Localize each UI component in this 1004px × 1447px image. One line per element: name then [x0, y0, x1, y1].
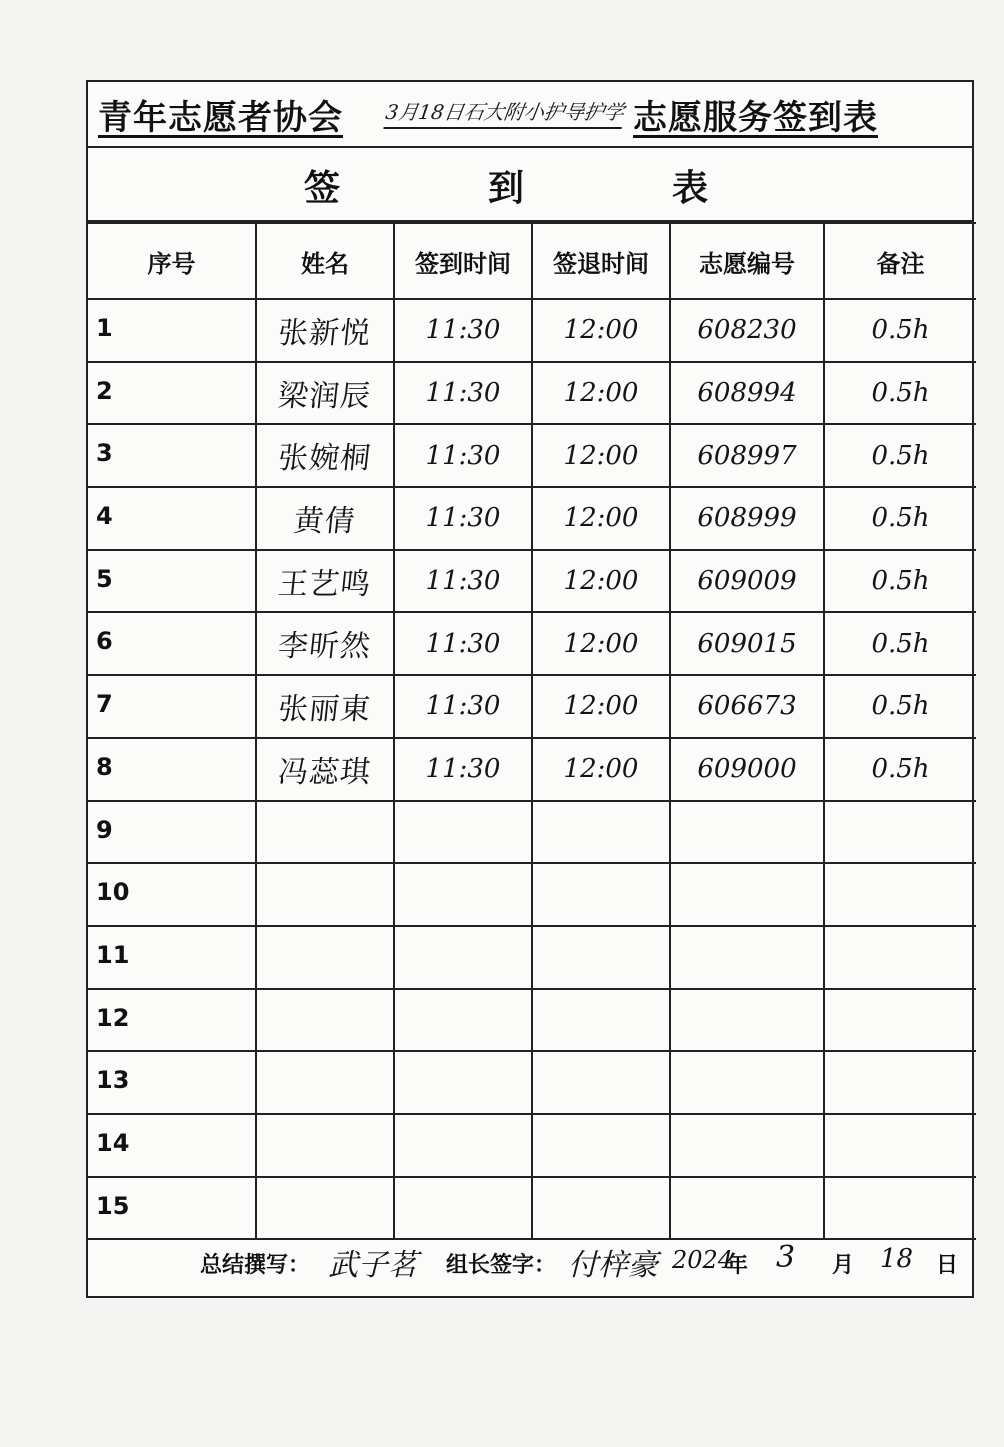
footer-row: [88, 1230, 972, 1296]
table-row: [88, 299, 976, 362]
row-sign-out: 12:00: [532, 738, 670, 801]
row-note: 0.5h: [824, 612, 976, 675]
row-volunteer-id: 606673: [670, 675, 824, 738]
row-index: 15: [88, 1177, 256, 1240]
table-row: [88, 989, 976, 1052]
day-value: 18: [880, 1244, 914, 1274]
row-note: 0.5h: [824, 550, 976, 613]
table-row: [88, 424, 976, 487]
row-volunteer-id: 609000: [670, 738, 824, 801]
row-sign-in: 11:30: [394, 424, 532, 487]
title-row: [88, 82, 972, 148]
row-name: 张丽東: [253, 675, 398, 738]
row-sign-in: 11:30: [394, 738, 532, 801]
column-header-note: 备注: [824, 223, 976, 299]
row-name: 梁润辰: [253, 362, 398, 425]
row-name: 张新悦: [253, 299, 398, 362]
row-sign-in: [394, 801, 532, 864]
leader-signature: 付梓豪: [568, 1248, 658, 1283]
row-sign-out: 12:00: [532, 299, 670, 362]
row-sign-in: 11:30: [394, 362, 532, 425]
row-index: 14: [88, 1114, 256, 1177]
row-sign-in: [394, 1114, 532, 1177]
column-header-volunteer-id: 志愿编号: [670, 223, 824, 299]
row-note: 0.5h: [824, 738, 976, 801]
table-row: [88, 738, 976, 801]
row-name: [253, 801, 398, 864]
row-volunteer-id: 608230: [670, 299, 824, 362]
leader-label: 组长签字：: [446, 1253, 557, 1278]
table-row: [88, 801, 976, 864]
attendance-table: [88, 222, 976, 1240]
row-name: [253, 989, 398, 1052]
row-name: [253, 1051, 398, 1114]
row-index: 6: [88, 612, 256, 675]
row-name: 张婉桐: [253, 424, 398, 487]
table-row: [88, 675, 976, 738]
row-index: 5: [88, 550, 256, 613]
row-name: 李昕然: [253, 612, 398, 675]
table-row: [88, 926, 976, 989]
column-header-sign-out: 签退时间: [532, 223, 670, 299]
row-sign-out: 12:00: [532, 487, 670, 550]
row-note: [824, 1051, 976, 1114]
row-sign-in: 11:30: [394, 487, 532, 550]
row-sign-out: 12:00: [532, 612, 670, 675]
table-row: [88, 612, 976, 675]
row-sign-out: [532, 801, 670, 864]
sign-in-sheet: [86, 80, 974, 1298]
row-volunteer-id: 608997: [670, 424, 824, 487]
row-volunteer-id: [670, 989, 824, 1052]
row-volunteer-id: 609009: [670, 550, 824, 613]
row-sign-out: [532, 926, 670, 989]
row-sign-in: 11:30: [394, 550, 532, 613]
row-note: 0.5h: [824, 299, 976, 362]
table-row: [88, 1051, 976, 1114]
row-sign-in: 11:30: [394, 299, 532, 362]
row-index: 7: [88, 675, 256, 738]
row-sign-in: [394, 989, 532, 1052]
column-header-index: 序号: [88, 223, 256, 299]
row-volunteer-id: [670, 926, 824, 989]
table-row: [88, 550, 976, 613]
row-note: 0.5h: [824, 487, 976, 550]
day-label: 日: [936, 1253, 959, 1278]
column-header-sign-in: 签到时间: [394, 223, 532, 299]
row-volunteer-id: [670, 863, 824, 926]
table-row: [88, 362, 976, 425]
row-sign-out: 12:00: [532, 362, 670, 425]
row-index: 2: [88, 362, 256, 425]
row-name: 黄倩: [253, 487, 398, 550]
row-index: 11: [88, 926, 256, 989]
title-activity-handwritten: 3月18日石大附小护导护学: [384, 100, 626, 124]
row-index: 10: [88, 863, 256, 926]
row-index: 8: [88, 738, 256, 801]
row-index: 9: [88, 801, 256, 864]
month-value: 3: [776, 1240, 796, 1275]
row-volunteer-id: [670, 1051, 824, 1114]
row-sign-out: [532, 1051, 670, 1114]
row-sign-out: 12:00: [532, 675, 670, 738]
row-note: 0.5h: [824, 424, 976, 487]
row-sign-out: [532, 863, 670, 926]
table-row: [88, 1114, 976, 1177]
summary-label: 总结撰写：: [200, 1253, 311, 1278]
month-label: 月: [832, 1253, 855, 1278]
row-index: 3: [88, 424, 256, 487]
row-volunteer-id: 608994: [670, 362, 824, 425]
row-sign-out: [532, 989, 670, 1052]
row-name: [253, 863, 398, 926]
heading-char: 签: [304, 168, 341, 209]
year-label: 年: [726, 1253, 749, 1278]
row-note: [824, 1114, 976, 1177]
row-note: [824, 989, 976, 1052]
table-row: [88, 863, 976, 926]
row-volunteer-id: 608999: [670, 487, 824, 550]
heading-char: 表: [672, 168, 709, 209]
row-index: 4: [88, 487, 256, 550]
row-note: [824, 801, 976, 864]
summary-writer-signature: 武子茗: [328, 1248, 418, 1283]
row-index: 1: [88, 299, 256, 362]
row-index: 13: [88, 1051, 256, 1114]
row-note: 0.5h: [824, 675, 976, 738]
row-volunteer-id: [670, 1114, 824, 1177]
row-name: 冯蕊琪: [253, 738, 398, 801]
row-note: 0.5h: [824, 362, 976, 425]
row-note: [824, 926, 976, 989]
row-sign-in: [394, 926, 532, 989]
row-sign-in: 11:30: [394, 675, 532, 738]
row-volunteer-id: [670, 801, 824, 864]
year-value: 2024: [672, 1246, 734, 1274]
title-suffix: 志愿服务签到表: [633, 98, 878, 138]
row-sign-out: 12:00: [532, 550, 670, 613]
row-name: [253, 1114, 398, 1177]
table-row: [88, 487, 976, 550]
column-header-name: 姓名: [256, 223, 394, 299]
row-name: [253, 926, 398, 989]
heading-row: [88, 148, 972, 222]
row-index: 12: [88, 989, 256, 1052]
row-volunteer-id: 609015: [670, 612, 824, 675]
title-prefix: 青年志愿者协会: [98, 98, 343, 138]
row-sign-in: [394, 863, 532, 926]
row-sign-out: [532, 1114, 670, 1177]
row-sign-in: 11:30: [394, 612, 532, 675]
row-note: [824, 863, 976, 926]
table-header-row: [88, 223, 976, 299]
heading-char: 到: [488, 168, 525, 209]
row-sign-in: [394, 1051, 532, 1114]
row-name: 王艺鸣: [253, 550, 398, 613]
row-sign-out: 12:00: [532, 424, 670, 487]
